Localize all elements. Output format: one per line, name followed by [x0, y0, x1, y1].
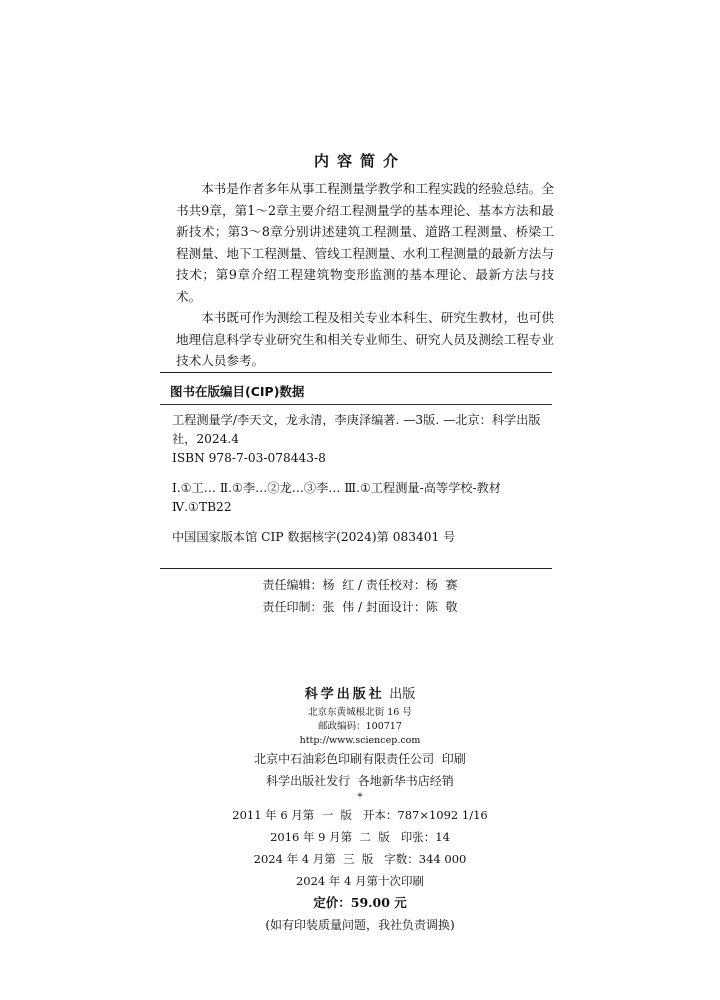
distributor-line: 科学出版社发行 各地新华书店经销 — [266, 774, 454, 788]
staff-line-2: 责任印制：张 伟 / 封面设计：陈 敬 — [262, 600, 458, 614]
publication-info — [0, 684, 720, 936]
intro-paragraph-1: 本书是作者多年从事工程测量学教学和工程实践的经验总结。全书共9章，第1～2章主要介绍工程测量学的基本理论、基本方法和最新技术；第3～8章分别讲述建筑工程测量、道路工程测量、桥梁工程测量、地下工程测量、管线工程测量、水利工程测量的最新方法与技术；第9章介绍工程建筑物变形监测的基本理论、最新方法与技术。 — [176, 181, 554, 304]
cip-title-line: 工程测量学/李天文，龙永清，李庚泽编著. —3版. —北京：科学出版 — [172, 413, 541, 427]
editorial-staff — [0, 574, 720, 618]
separator-star: * — [357, 792, 363, 803]
publisher-name: 科学出版社 — [304, 687, 385, 702]
publisher-address: 北京东黄城根北街 16 号 — [308, 707, 412, 718]
book-introduction — [176, 178, 554, 372]
edition-line-1: 2011 年 6 月第 一 版 开本：787×1092 1/16 — [232, 808, 488, 822]
edition-line-3: 2024 年 4 月第 三 版 字数：344 000 — [253, 852, 467, 866]
cip-record-number: 中国国家版本馆 CIP 数据核字(2024)第 083401 号 — [172, 530, 456, 544]
staff-line-1: 责任编辑：杨 红 / 责任校对：杨 赛 — [262, 578, 458, 592]
publisher-line — [0, 684, 720, 706]
quality-note: (如有印装质量问题，我社负责调换) — [265, 918, 455, 932]
price: 定价：59.00 元 — [313, 895, 407, 910]
cip-title-line-continued: 社，2024.4 — [172, 432, 240, 446]
edition-line-2: 2016 年 9 月第 二 版 印张：14 — [270, 830, 450, 844]
printer-line: 北京中石油彩色印刷有限责任公司 印刷 — [254, 752, 466, 766]
publisher-suffix: 出版 — [389, 687, 416, 702]
intro-paragraph-2: 本书既可作为测绘工程及相关专业本科生、研究生教材，也可供地理信息科学专业研究生和相关专业师生、研究人员及测绘工程专业技术人员参考。 — [176, 310, 554, 368]
cip-gap — [172, 517, 542, 528]
publisher-website: http://www.sciencep.com — [299, 735, 421, 746]
publisher-postcode: 邮政编码：100717 — [318, 721, 402, 732]
cip-classification-2: Ⅳ.①TB22 — [172, 500, 232, 514]
section-title: 内容简介 — [313, 152, 406, 170]
cip-header: 图书在版编目(CIP)数据 — [170, 384, 305, 399]
cip-isbn: ISBN 978-7-03-078443-8 — [172, 451, 326, 465]
cip-divider — [160, 404, 552, 405]
cip-data-block — [160, 372, 552, 569]
cip-gap — [172, 468, 542, 479]
printing-line: 2024 年 4 月第十次印刷 — [295, 874, 425, 888]
cip-body — [172, 411, 542, 547]
cip-classification-1: Ⅰ.①工… Ⅱ.①李…②龙…③李… Ⅲ.①工程测量-高等学校-教材 — [172, 481, 501, 495]
